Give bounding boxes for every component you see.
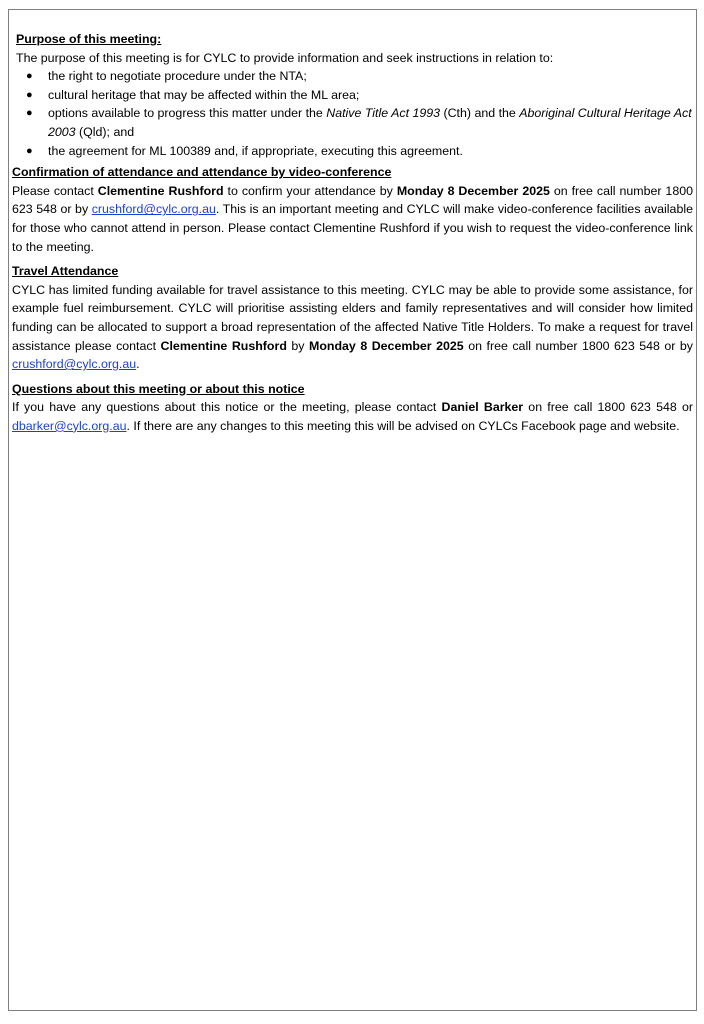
list-item xyxy=(16,104,693,141)
questions-heading: Questions about this meeting or about this notice xyxy=(12,381,305,396)
email-link[interactable]: dbarker@cylc.org.au xyxy=(12,418,127,433)
contact-name: Daniel Barker xyxy=(441,400,524,415)
text-run: by xyxy=(286,338,309,353)
email-link[interactable]: crushford@cylc.org.au xyxy=(12,357,137,372)
travel-section xyxy=(12,262,693,374)
act-title: Native Title Act 1993 xyxy=(326,106,441,121)
contact-name: Clementine Rushford xyxy=(160,338,287,353)
list-item-text: the right to negotiate procedure under the NTA; xyxy=(48,69,307,84)
bullet-icon: ● xyxy=(26,144,33,157)
bullet-icon: ● xyxy=(26,70,33,83)
text-run: If you have any questions about this notice or the meeting, please contact xyxy=(12,400,442,415)
list-item xyxy=(16,142,693,161)
text-run: . If there are any changes to this meeting this will be advised on CYLCs Facebook page and website. xyxy=(126,418,680,433)
list-item-text: options available to progress this matter under the xyxy=(48,106,327,121)
email-link[interactable]: crushford@cylc.org.au xyxy=(91,202,216,217)
purpose-intro: The purpose of this meeting is for CYLC to provide information and seek instructions in relation to: xyxy=(16,50,554,65)
bullet-icon: ● xyxy=(26,88,33,101)
questions-text xyxy=(12,398,693,435)
contact-name: Clementine Rushford xyxy=(97,183,224,198)
list-item xyxy=(16,67,693,86)
list-item-text: cultural heritage that may be affected within the ML area; xyxy=(48,87,360,102)
travel-text xyxy=(12,281,693,374)
text-run: on free call number 1800 623 548 or by xyxy=(463,338,693,353)
bullet-icon: ● xyxy=(26,107,33,120)
purpose-list xyxy=(12,67,693,160)
text-run: to confirm your attendance by xyxy=(223,183,397,198)
text-run: . This is an important meeting and CYLC will make video-conference facilities available for those who cannot attend in person. Please contact Clementine Rushford if you wish to request the video-conference link to the meeting. xyxy=(12,202,693,254)
list-item-text: (Cth) and the xyxy=(440,106,520,121)
notice-content xyxy=(12,30,693,435)
list-item-text: (Qld); and xyxy=(75,124,135,139)
text-run: . xyxy=(136,357,140,372)
confirmation-section xyxy=(12,163,693,256)
deadline-date: Monday 8 December 2025 xyxy=(309,338,464,353)
confirmation-heading: Confirmation of attendance and attendance by video-conference xyxy=(12,165,392,180)
questions-section xyxy=(12,380,693,436)
list-item xyxy=(16,86,693,105)
text-run: Please contact xyxy=(12,183,98,198)
purpose-heading: Purpose of this meeting: xyxy=(16,32,162,46)
purpose-section xyxy=(12,30,693,67)
confirmation-text xyxy=(12,182,693,256)
travel-heading: Travel Attendance xyxy=(12,264,119,279)
deadline-date: Monday 8 December 2025 xyxy=(396,183,550,198)
list-item-text: the agreement for ML 100389 and, if appropriate, executing this agreement. xyxy=(48,143,463,158)
text-run: CYLC has limited funding available for travel assistance to this meeting. CYLC may be able to provide some assistance, for example fuel reimbursement. CYLC will prioritise assisting elders and family representatives and will consider how limited funding can be allocated to support a broad representation of the affected Native Title Holders. To make a request for travel assistance please contact xyxy=(12,282,693,353)
act-title: Aboriginal Cultural Heritage Act 2003 xyxy=(48,106,692,139)
text-run: on free call number 1800 623 548 or by xyxy=(12,183,693,217)
text-run: on free call 1800 623 548 or xyxy=(523,400,693,415)
